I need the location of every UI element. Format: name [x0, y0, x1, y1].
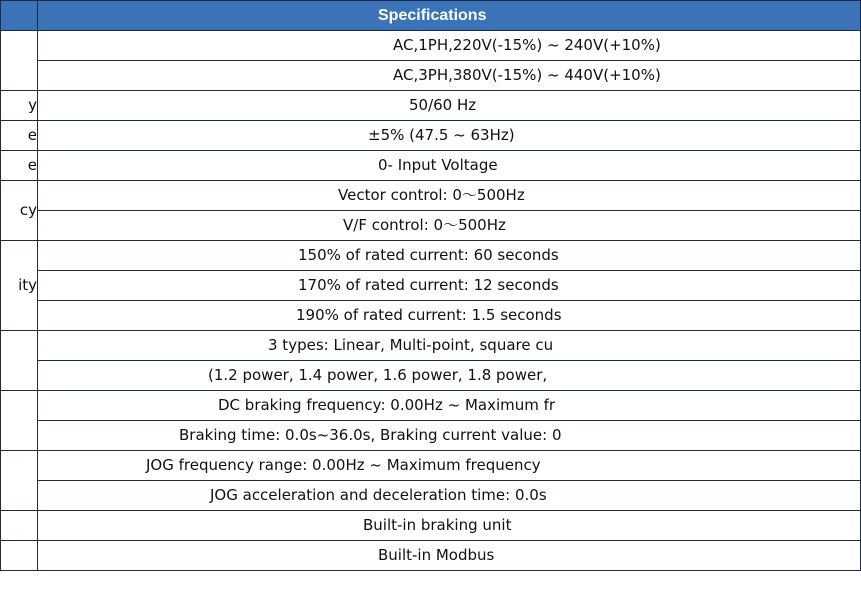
spec-value: (1.2 power, 1.4 power, 1.6 power, 1.8 power, — [38, 361, 861, 391]
table-row — [1, 61, 861, 91]
spec-value: AC,3PH,380V(-15%) ~ 440V(+10%) — [38, 61, 861, 91]
table-row — [1, 451, 861, 481]
spec-value: 0- Input Voltage — [38, 151, 861, 181]
spec-value: 170% of rated current: 12 seconds — [38, 271, 861, 301]
spec-value: 50/60 Hz — [38, 91, 861, 121]
spec-value: V/F control: 0～500Hz — [38, 211, 861, 241]
spec-value: JOG frequency range: 0.00Hz ~ Maximum frequency — [38, 451, 861, 481]
row-label — [1, 331, 38, 391]
table-row — [1, 481, 861, 511]
row-label — [1, 511, 38, 541]
table-row — [1, 271, 861, 301]
table-row — [1, 391, 861, 421]
table-row — [1, 91, 861, 121]
spec-value: Vector control: 0～500Hz — [38, 181, 861, 211]
spec-value: 150% of rated current: 60 seconds — [38, 241, 861, 271]
table-row — [1, 121, 861, 151]
row-label: ity — [1, 241, 38, 331]
table-row — [1, 511, 861, 541]
header-specifications: Specifications — [38, 1, 861, 31]
spec-value: Braking time: 0.0s~36.0s, Braking current value: 0 — [38, 421, 861, 451]
table-row — [1, 211, 861, 241]
row-label: cy — [1, 181, 38, 241]
table-row — [1, 301, 861, 331]
spec-value: DC braking frequency: 0.00Hz ~ Maximum fr — [38, 391, 861, 421]
spec-value: Built-in braking unit — [38, 511, 861, 541]
row-label: e — [1, 121, 38, 151]
header-row — [1, 1, 861, 31]
table-row — [1, 151, 861, 181]
spec-value: 190% of rated current: 1.5 seconds — [38, 301, 861, 331]
spec-value: Built-in Modbus — [38, 541, 861, 571]
spec-value: ±5% (47.5 ~ 63Hz) — [38, 121, 861, 151]
row-label: y — [1, 91, 38, 121]
row-label: e — [1, 151, 38, 181]
table-row — [1, 541, 861, 571]
row-label — [1, 31, 38, 91]
row-label — [1, 451, 38, 511]
table-row — [1, 421, 861, 451]
header-item-cell — [1, 1, 38, 31]
spec-value: AC,1PH,220V(-15%) ~ 240V(+10%) — [38, 31, 861, 61]
spec-value: 3 types: Linear, Multi-point, square cu — [38, 331, 861, 361]
spec-value: JOG acceleration and deceleration time: 0.0s — [38, 481, 861, 511]
table-row — [1, 31, 861, 61]
table-row — [1, 241, 861, 271]
table-row — [1, 361, 861, 391]
row-label — [1, 391, 38, 451]
table-row — [1, 331, 861, 361]
row-label — [1, 541, 38, 571]
table-row — [1, 181, 861, 211]
